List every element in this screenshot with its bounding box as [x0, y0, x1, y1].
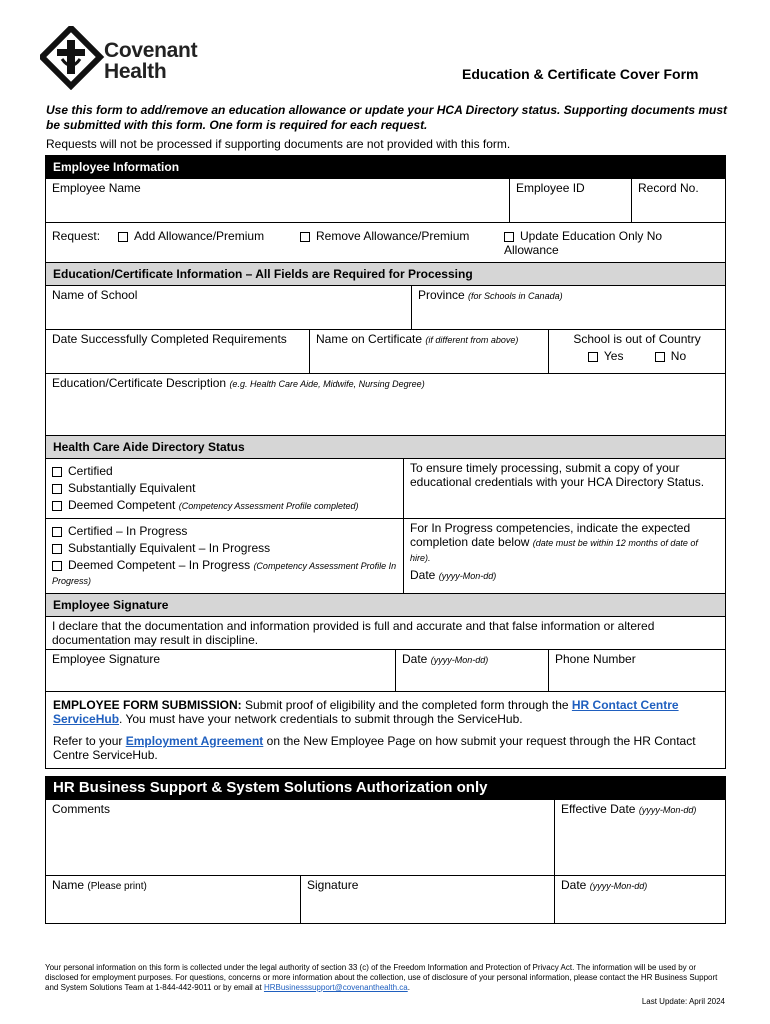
signature-date-field[interactable]: Date (yyyy-Mon-dd) [396, 650, 549, 692]
effective-date-field[interactable]: Effective Date (yyyy-Mon-dd) [555, 800, 726, 876]
hca-progress-date-field[interactable]: For In Progress competencies, indicate the expected completion date below (date must be within 12 months of date of hire). Date (yyyy-Mon-dd) [404, 519, 726, 594]
out-of-country-field: School is out of Country Yes No [549, 330, 726, 374]
privacy-footer: Your personal information on this form is collected under the legal authority of section 33 (c) of the Freedom Information and Protection of Privacy Act. The information will be used by or disclosed for employment purposes. For questions, concerns or more information about the collection, use of disclosure of your personal information, please contact the HR Business Support and System Solutions Team at 1-844-442-9011 or by email at HRBusinesssupport@covenanthealth.ca. [45, 963, 718, 992]
school-name-field[interactable]: Name of School [46, 286, 412, 330]
form-title: Education & Certificate Cover Form [462, 66, 699, 82]
completion-date-field[interactable]: Date Successfully Completed Requirements [46, 330, 310, 374]
hr-support-email-link[interactable]: HRBusinesssupport@covenanthealth.ca [263, 983, 408, 992]
declaration-text: I declare that the documentation and information provided is full and accurate and that false information or altered documentation may result in discipline. [46, 617, 726, 650]
hca-subst-in-progress-checkbox[interactable]: Substantially Equivalent – In Progress [52, 541, 397, 555]
employee-name-field[interactable]: Employee Name [46, 179, 510, 223]
comments-field[interactable]: Comments [46, 800, 555, 876]
update-education-checkbox[interactable]: Update Education Only No Allowance [504, 229, 663, 257]
hca-section [45, 435, 726, 594]
intro-note: Requests will not be processed if supporting documents are not provided with this form. [46, 137, 511, 151]
authorizer-signature-field[interactable]: Signature [301, 876, 555, 924]
certificate-name-field[interactable]: Name on Certificate (if different from above) [310, 330, 549, 374]
signature-heading: Employee Signature [46, 594, 726, 617]
education-description-field[interactable]: Education/Certificate Description (e.g. Health Care Aide, Midwife, Nursing Degree) [46, 374, 726, 436]
employment-agreement-link[interactable]: Employment Agreement [125, 734, 264, 748]
hca-deemed-in-progress-checkbox[interactable]: Deemed Competent – In Progress (Competency Assessment Profile In Progress) [52, 558, 397, 586]
employee-info-section [45, 155, 726, 263]
intro-instructions: Use this form to add/remove an education allowance or update your HCA Directory status. Supporting documents must be submitted with this form. One form is required for each request. [46, 103, 727, 132]
record-no-field[interactable]: Record No. [632, 179, 726, 223]
employee-info-heading: Employee Information [46, 156, 726, 179]
request-row [46, 223, 726, 263]
authorization-heading: HR Business Support & System Solutions Authorization only [46, 777, 726, 800]
submission-instructions: EMPLOYEE FORM SUBMISSION: Submit proof of eligibility and the completed form through the HR Contact Centre ServiceHub. You must have your network credentials to submit through the ServiceHub. Refer to your Employment Agreement on the New Employee Page on how submit your request through the HR Contact Centre ServiceHub. [46, 692, 726, 769]
add-allowance-checkbox[interactable]: Add Allowance/Premium [118, 229, 264, 243]
remove-allowance-checkbox[interactable]: Remove Allowance/Premium [300, 229, 469, 243]
logo-wordmark: Covenant Health [104, 39, 198, 83]
last-update: Last Update: April 2024 [641, 997, 725, 1006]
employee-signature-field[interactable]: Employee Signature [46, 650, 396, 692]
hca-heading: Health Care Aide Directory Status [46, 436, 726, 459]
phone-number-field[interactable]: Phone Number [549, 650, 726, 692]
employee-signature-section [45, 593, 726, 769]
authorizer-date-field[interactable]: Date (yyyy-Mon-dd) [555, 876, 726, 924]
province-field[interactable]: Province (for Schools in Canada) [412, 286, 726, 330]
hca-deemed-competent-checkbox[interactable]: Deemed Competent (Competency Assessment Profile completed) [52, 498, 397, 513]
authorizer-name-field[interactable]: Name (Please print) [46, 876, 301, 924]
hca-certified-checkbox[interactable]: Certified [52, 464, 397, 478]
education-section [45, 262, 726, 436]
hca-status-options [46, 459, 404, 519]
education-heading: Education/Certificate Information – All Fields are Required for Processing [46, 263, 726, 286]
hca-substantially-equivalent-checkbox[interactable]: Substantially Equivalent [52, 481, 397, 495]
authorization-section [45, 776, 726, 924]
out-of-country-no[interactable]: No [655, 349, 686, 363]
out-of-country-yes[interactable]: Yes [588, 349, 624, 363]
hr-contact-centre-link[interactable]: HR Contact Centre ServiceHub [53, 698, 679, 726]
employee-id-field[interactable]: Employee ID [510, 179, 632, 223]
hca-progress-options [46, 519, 404, 594]
hca-certified-in-progress-checkbox[interactable]: Certified – In Progress [52, 524, 397, 538]
request-label: Request: [52, 229, 101, 243]
hca-info-text: To ensure timely processing, submit a copy of your educational credentials with your HCA Directory Status. [404, 459, 726, 519]
